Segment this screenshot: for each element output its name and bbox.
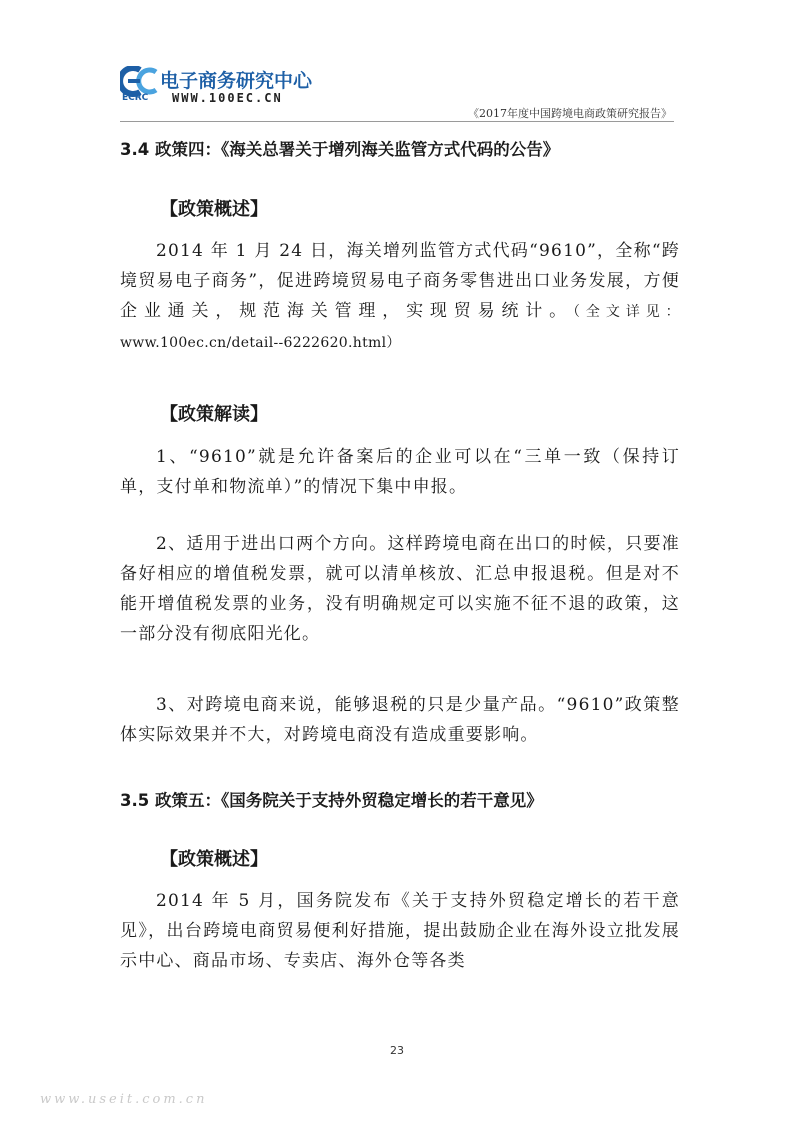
overview-text: 2014 年 1 月 24 日，海关增列监管方式代码“9610”，全称“跨境贸易电子商务”，促进跨境贸易电子商务零售进出口业务发展，方便企业通关，规范海关管理，实现贸易统计。 [120, 241, 680, 321]
interpret-label: 【政策解读】 [160, 404, 268, 425]
org-url: WWW.100EC.CN [172, 91, 283, 105]
overview-paragraph [120, 236, 680, 358]
watermark: www.useit.com.cn [40, 1092, 208, 1107]
overview-label: 【政策概述】 [160, 199, 268, 220]
section-heading-3-4: 3.4 政策四：《海关总署关于增列海关监管方式代码的公告》 [120, 140, 560, 159]
report-title: 《2017年度中国跨境电商政策研究报告》 [468, 107, 672, 120]
section-heading-3-5: 3.5 政策五：《国务院关于支持外贸稳定增长的若干意见》 [120, 791, 543, 810]
overview-label-2: 【政策概述】 [160, 849, 268, 870]
overview-note: （全文详见：www.100ec.cn/detail--6222620.html） [120, 304, 680, 351]
point-3: 3、对跨境电商来说，能够退税的只是少量产品。“9610”政策整体实际效果并不大，对跨境电商没有造成重要影响。 [120, 695, 680, 745]
point-2: 2、适用于进出口两个方向。这样跨境电商在出口的时候，只要准备好相应的增值税发票，就可以清单核放、汇总申报退税。但是对不能开增值税发票的业务，没有明确规定可以实施不征不退的政策，这一部分没有彻底阳光化。 [120, 534, 680, 644]
ecrc-logo [120, 66, 320, 108]
header-divider [120, 121, 674, 122]
page-number: 23 [390, 1044, 404, 1057]
overview-paragraph-2: 2014 年 5 月，国务院发布《关于支持外贸稳定增长的若干意见》，出台跨境电商贸易便利好措施，提出鼓励企业在海外设立批发展示中心、商品市场、专卖店、海外仓等各类 [120, 891, 680, 971]
org-abbr: ECRC [122, 93, 149, 103]
point-1: 1、“9610”就是允许备案后的企业可以在“三单一致（保持订单，支付单和物流单）”的情况下集中申报。 [120, 447, 680, 497]
org-name: 电子商务研究中心 [160, 70, 313, 92]
